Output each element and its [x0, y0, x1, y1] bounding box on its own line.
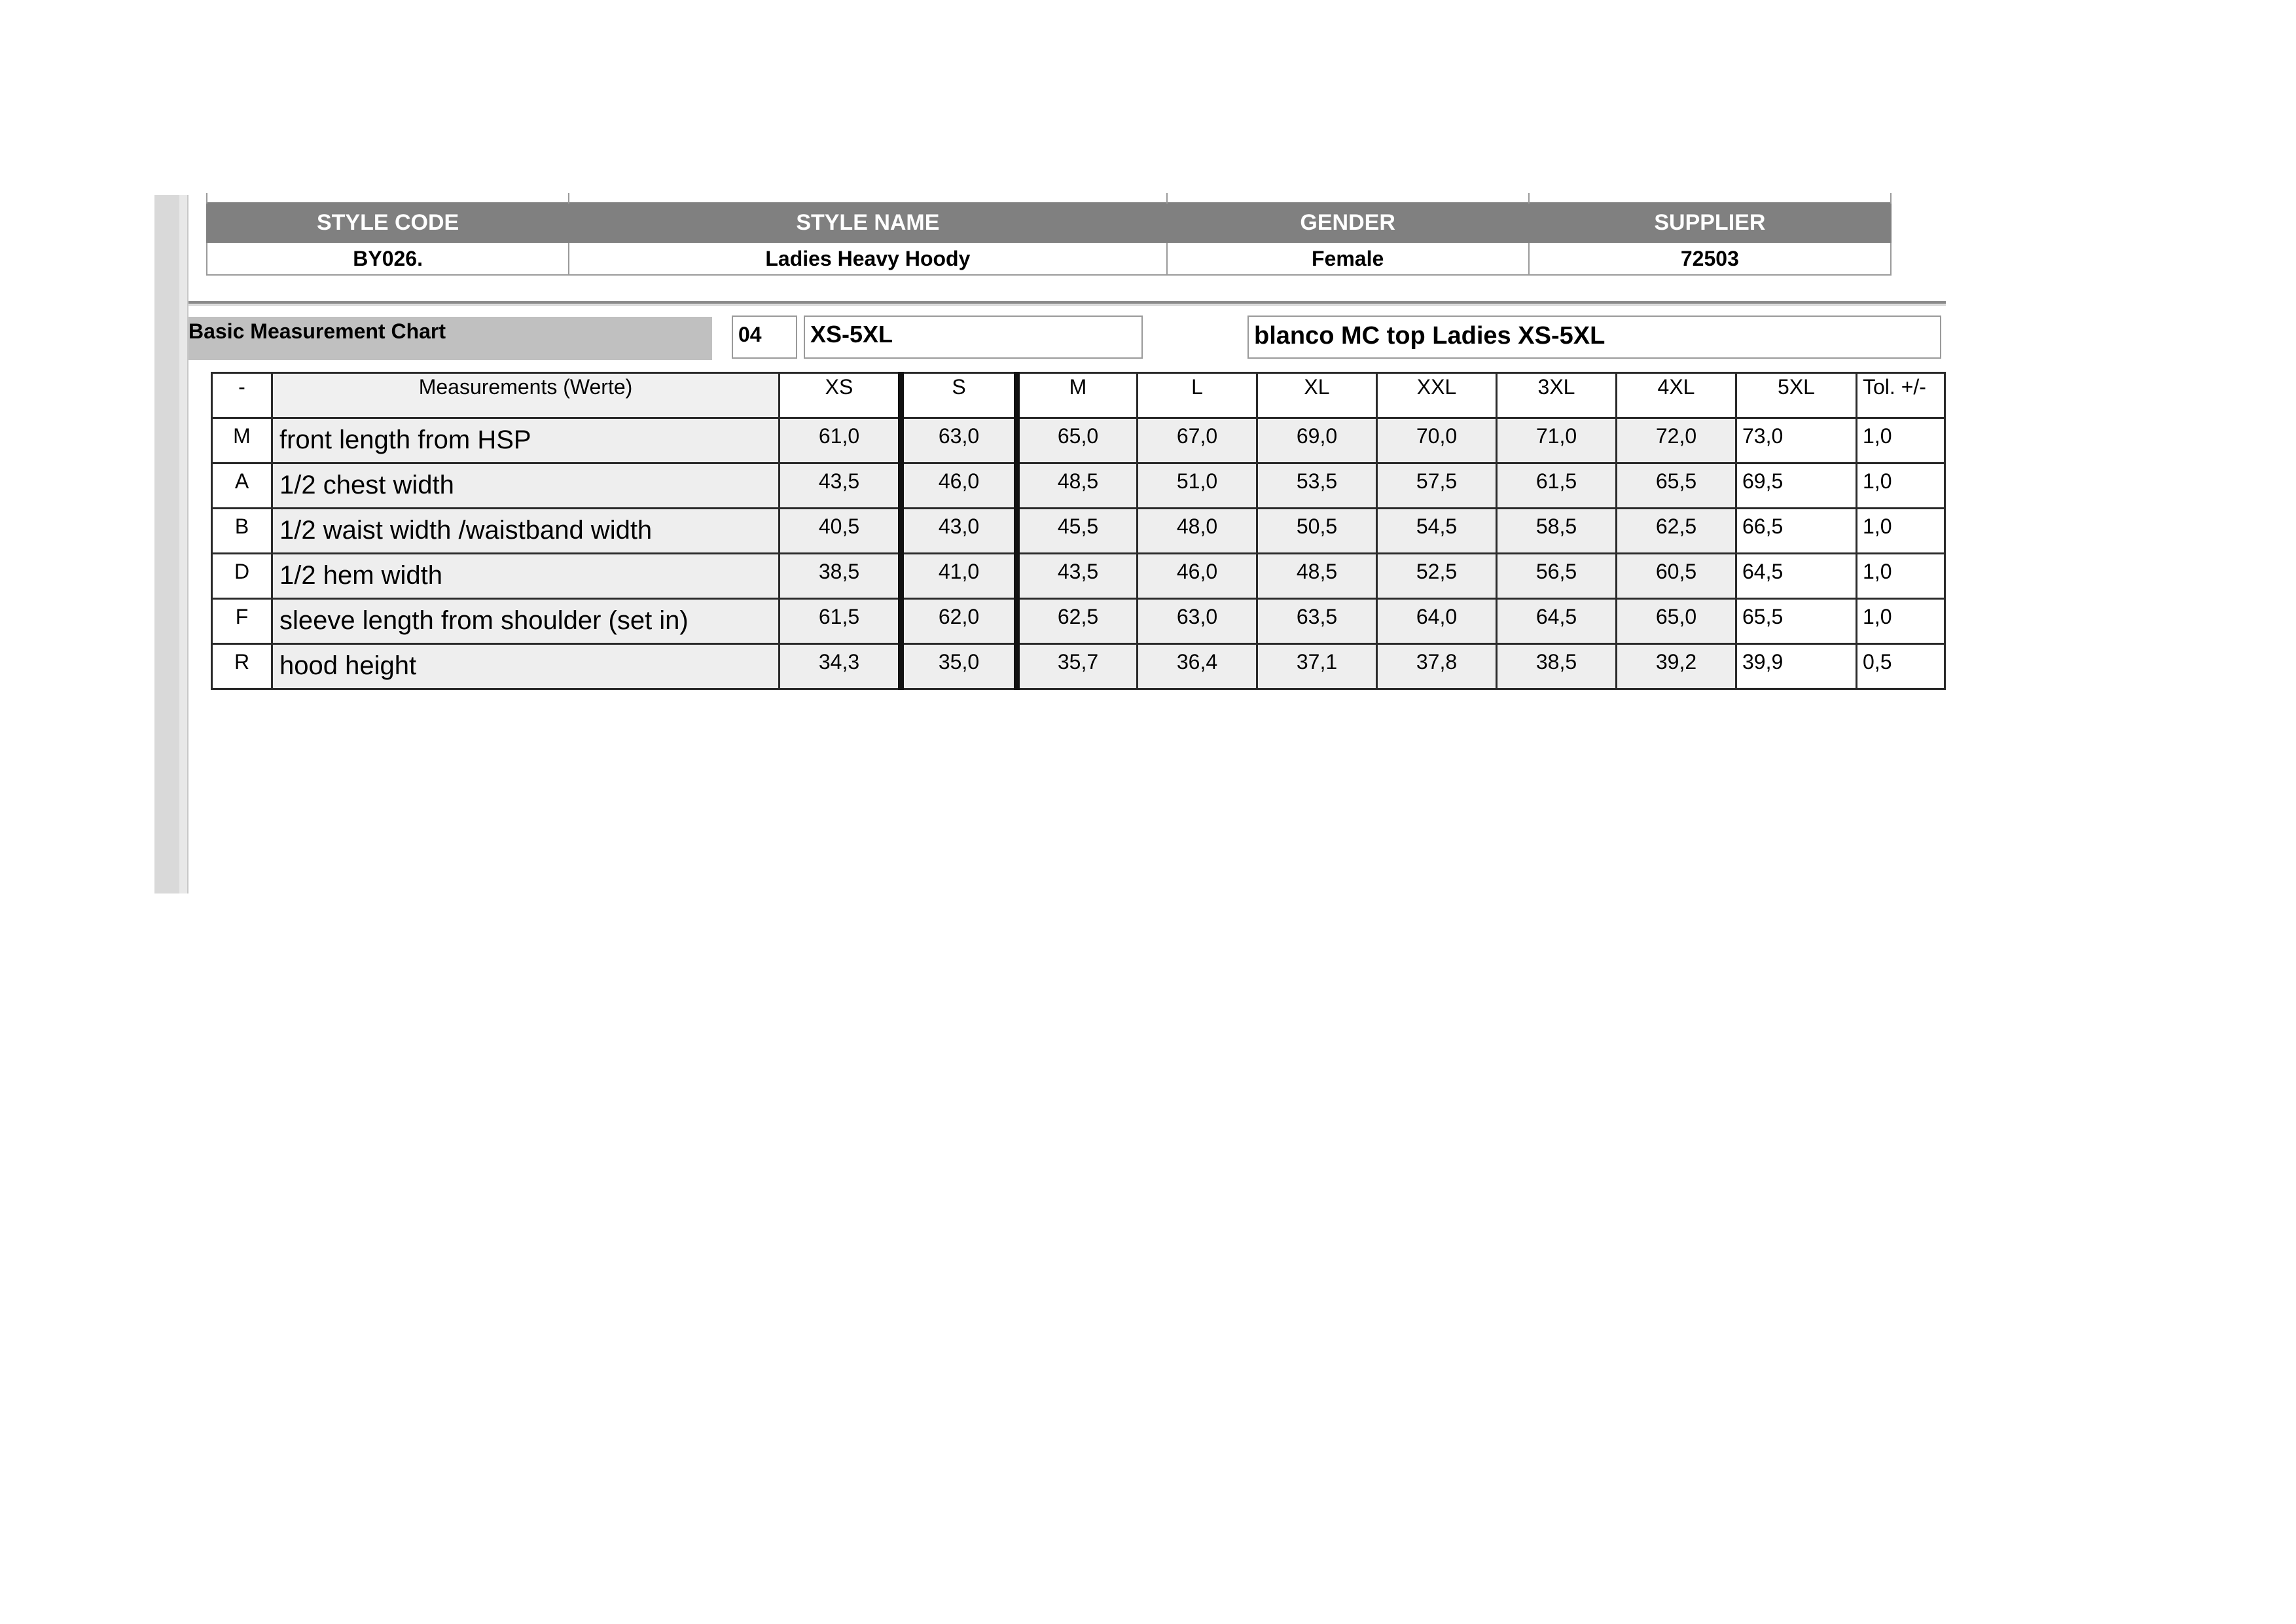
- row-code: M: [212, 418, 272, 463]
- row-label: front length from HSP: [272, 418, 780, 463]
- cell-value: 43,0: [901, 509, 1017, 554]
- cell-value: 63,0: [1138, 599, 1257, 644]
- cell-value: 67,0: [1138, 418, 1257, 463]
- tolerance-value: 1,0: [1857, 599, 1945, 644]
- gender-header: GENDER: [1167, 203, 1529, 242]
- style-name-value: Ladies Heavy Hoody: [569, 242, 1166, 275]
- cell-value: 43,5: [780, 463, 901, 509]
- size-header-m: M: [1017, 373, 1138, 418]
- cell-value: 39,2: [1617, 644, 1736, 689]
- cell-value: 35,7: [1017, 644, 1138, 689]
- tolerance-value: 1,0: [1857, 509, 1945, 554]
- measurement-row: [212, 509, 1945, 554]
- cell-value: 45,5: [1017, 509, 1138, 554]
- cell-value: 35,0: [901, 644, 1017, 689]
- cell-value: 48,5: [1017, 463, 1138, 509]
- cell-value: 61,0: [780, 418, 901, 463]
- measurement-row: [212, 554, 1945, 599]
- row-label: sleeve length from shoulder (set in): [272, 599, 780, 644]
- section-divider: [188, 301, 1946, 304]
- tolerance-column-header: Tol. +/-: [1857, 373, 1945, 418]
- style-info-table: [206, 193, 1892, 276]
- cell-value: 41,0: [901, 554, 1017, 599]
- size-header-3xl: 3XL: [1497, 373, 1617, 418]
- size-header-4xl: 4XL: [1617, 373, 1736, 418]
- cell-value: 52,5: [1377, 554, 1497, 599]
- size-header-xl: XL: [1257, 373, 1377, 418]
- cell-value: 63,5: [1257, 599, 1377, 644]
- cell-value: 62,5: [1017, 599, 1138, 644]
- cell-value: 38,5: [1497, 644, 1617, 689]
- cell-value: 38,5: [780, 554, 901, 599]
- row-label: 1/2 hem width: [272, 554, 780, 599]
- row-code: R: [212, 644, 272, 689]
- cell-value: 60,5: [1617, 554, 1736, 599]
- tolerance-value: 0,5: [1857, 644, 1945, 689]
- cell-value: 61,5: [780, 599, 901, 644]
- cell-value: 73,0: [1736, 418, 1857, 463]
- cell-value: 65,5: [1736, 599, 1857, 644]
- size-header-5xl: 5XL: [1736, 373, 1857, 418]
- cell-value: 66,5: [1736, 509, 1857, 554]
- cell-value: 48,0: [1138, 509, 1257, 554]
- gender-value: Female: [1167, 242, 1529, 275]
- measurement-header-row: [212, 373, 1945, 418]
- row-label: 1/2 waist width /waistband width: [272, 509, 780, 554]
- cell-value: 46,0: [901, 463, 1017, 509]
- cell-value: 37,8: [1377, 644, 1497, 689]
- cell-value: 40,5: [780, 509, 901, 554]
- code-column-header: -: [212, 373, 272, 418]
- size-header-xs: XS: [780, 373, 901, 418]
- tolerance-value: 1,0: [1857, 418, 1945, 463]
- size-header-s: S: [901, 373, 1017, 418]
- cell-value: 71,0: [1497, 418, 1617, 463]
- row-code: F: [212, 599, 272, 644]
- style-table-header-row: [207, 203, 1891, 242]
- cell-value: 65,0: [1017, 418, 1138, 463]
- size-header-l: L: [1138, 373, 1257, 418]
- cell-value: 65,5: [1617, 463, 1736, 509]
- size-range-field: XS-5XL: [804, 316, 1143, 359]
- cell-value: 54,5: [1377, 509, 1497, 554]
- cell-value: 63,0: [901, 418, 1017, 463]
- row-code: A: [212, 463, 272, 509]
- cell-value: 36,4: [1138, 644, 1257, 689]
- style-name-header: STYLE NAME: [569, 203, 1166, 242]
- cell-value: 69,0: [1257, 418, 1377, 463]
- cell-value: 37,1: [1257, 644, 1377, 689]
- measurement-row: [212, 644, 1945, 689]
- chart-title: Basic Measurement Chart: [188, 317, 712, 360]
- row-code: D: [212, 554, 272, 599]
- page-margin-bar: [154, 195, 188, 893]
- cell-value: 56,5: [1497, 554, 1617, 599]
- supplier-header: SUPPLIER: [1529, 203, 1891, 242]
- cell-value: 48,5: [1257, 554, 1377, 599]
- measurement-row: [212, 418, 1945, 463]
- supplier-value: 72503: [1529, 242, 1891, 275]
- cell-value: 51,0: [1138, 463, 1257, 509]
- cell-value: 64,5: [1736, 554, 1857, 599]
- cell-value: 72,0: [1617, 418, 1736, 463]
- cell-value: 39,9: [1736, 644, 1857, 689]
- cell-value: 58,5: [1497, 509, 1617, 554]
- measurement-table: [211, 372, 1946, 690]
- cell-value: 53,5: [1257, 463, 1377, 509]
- row-label: 1/2 chest width: [272, 463, 780, 509]
- measurement-row: [212, 463, 1945, 509]
- cell-value: 61,5: [1497, 463, 1617, 509]
- chart-number-field: 04: [732, 316, 797, 359]
- cell-value: 34,3: [780, 644, 901, 689]
- cell-value: 70,0: [1377, 418, 1497, 463]
- measurement-row: [212, 599, 1945, 644]
- size-header-xxl: XXL: [1377, 373, 1497, 418]
- cell-value: 62,5: [1617, 509, 1736, 554]
- style-code-header: STYLE CODE: [207, 203, 569, 242]
- chart-description-field: blanco MC top Ladies XS-5XL: [1247, 316, 1941, 359]
- cell-value: 64,0: [1377, 599, 1497, 644]
- tolerance-value: 1,0: [1857, 554, 1945, 599]
- cell-value: 69,5: [1736, 463, 1857, 509]
- cell-value: 46,0: [1138, 554, 1257, 599]
- row-label: hood height: [272, 644, 780, 689]
- cell-value: 62,0: [901, 599, 1017, 644]
- measurements-column-header: Measurements (Werte): [272, 373, 780, 418]
- cell-value: 50,5: [1257, 509, 1377, 554]
- row-code: B: [212, 509, 272, 554]
- cell-value: 65,0: [1617, 599, 1736, 644]
- cell-value: 43,5: [1017, 554, 1138, 599]
- style-table-top-stub: [207, 193, 1891, 203]
- tolerance-value: 1,0: [1857, 463, 1945, 509]
- style-code-value: BY026.: [207, 242, 569, 275]
- cell-value: 57,5: [1377, 463, 1497, 509]
- style-table-value-row: [207, 242, 1891, 275]
- cell-value: 64,5: [1497, 599, 1617, 644]
